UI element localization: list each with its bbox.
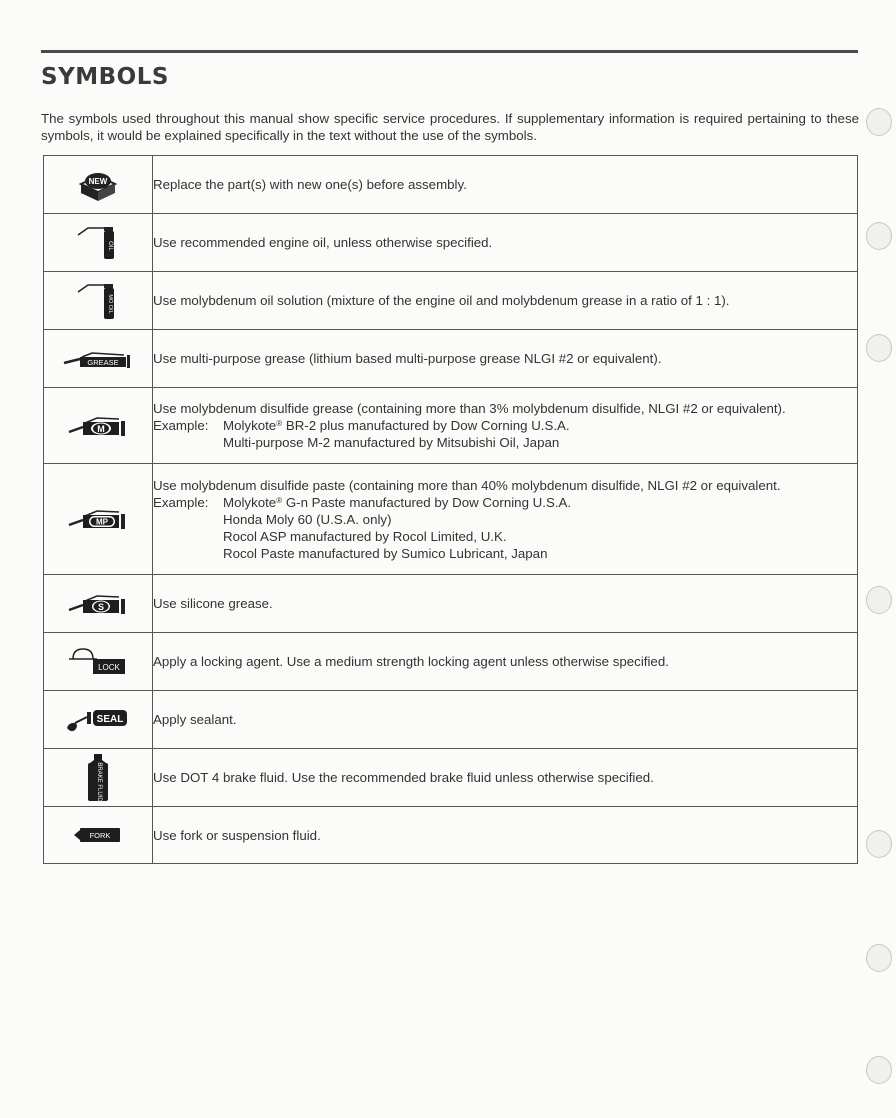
- description-text: Use multi-purpose grease (lithium based multi-purpose grease NLGI #2 or equivalent).: [153, 351, 662, 366]
- description-text: Replace the part(s) with new one(s) before assembly.: [153, 177, 467, 192]
- brake-fluid-icon: [83, 753, 113, 803]
- sealant-icon: [65, 706, 131, 734]
- binder-hole: [866, 944, 892, 972]
- binder-hole: [866, 586, 892, 614]
- badge-text: LOCK: [98, 662, 120, 672]
- fork-fluid-icon: [72, 825, 124, 845]
- table-row: [44, 214, 858, 272]
- new-parts-icon: [74, 168, 122, 202]
- icon-cell: [44, 575, 153, 633]
- badge-text: S: [97, 601, 105, 612]
- description-text: Use molybdenum disulfide paste (containing more than 40% molybdenum disulfide, NLGI #2 or equivalent.: [153, 477, 781, 493]
- binder-hole: [866, 334, 892, 362]
- badge-text: OIL: [107, 240, 113, 251]
- description-cell: [153, 807, 858, 864]
- description-text: Use DOT 4 brake fluid. Use the recommended brake fluid unless otherwise specified.: [153, 770, 654, 785]
- description-cell: [153, 214, 858, 272]
- badge-text: MP: [96, 517, 108, 527]
- locking-agent-icon: [67, 647, 129, 677]
- badge-text: MO OIL: [107, 293, 113, 314]
- example-line-text: Molykote® G-n Paste manufactured by Dow Corning U.S.A.: [223, 494, 572, 510]
- example-line: Honda Moly 60 (U.S.A. only): [223, 511, 392, 527]
- symbols-table: [43, 155, 858, 864]
- binder-hole: [866, 1056, 892, 1084]
- page-title: SYMBOLS: [41, 64, 169, 90]
- top-rule: [41, 50, 858, 53]
- description-cell: [153, 272, 858, 330]
- icon-cell: [44, 214, 153, 272]
- description-cell: [153, 575, 858, 633]
- intro-paragraph: The symbols used throughout this manual show specific service procedures. If supplementary information is required pertaining to these symbols, it would be explained specifically in the text without the use of the symbols.: [41, 111, 859, 143]
- badge-text: NEW: [88, 176, 108, 186]
- badge-text: SEAL: [96, 713, 124, 725]
- moly-paste-icon: [67, 506, 129, 532]
- description-text: Use molybdenum disulfide grease (containing more than 3% molybdenum disulfide, NLGI #2 or equivalent).: [153, 401, 786, 416]
- description-text: Apply a locking agent. Use a medium strength locking agent unless otherwise specified.: [153, 654, 669, 669]
- silicone-grease-icon: [67, 591, 129, 617]
- description-cell: [153, 691, 858, 749]
- example-line: Multi-purpose M-2 manufactured by Mitsubishi Oil, Japan: [223, 435, 560, 450]
- description-cell: [153, 633, 858, 691]
- example-label: Example:: [153, 494, 209, 510]
- description-text: Use recommended engine oil, unless otherwise specified.: [153, 235, 493, 250]
- icon-cell: [44, 330, 153, 388]
- description-text: Use fork or suspension fluid.: [153, 827, 321, 843]
- table-row: [44, 575, 858, 633]
- badge-text: FORK: [89, 831, 111, 840]
- table-row: [44, 330, 858, 388]
- example-line: [223, 494, 571, 511]
- description-cell: [153, 749, 858, 807]
- binder-hole: [866, 108, 892, 136]
- description-text: Use molybdenum oil solution (mixture of the engine oil and molybdenum grease in a ratio of 1 : 1).: [153, 293, 730, 308]
- example-line: [223, 417, 570, 434]
- table-row: [44, 388, 858, 464]
- table-row: [44, 807, 858, 864]
- table-row: [44, 156, 858, 214]
- example-line: Rocol ASP manufactured by Rocol Limited, U.K.: [223, 528, 507, 544]
- icon-cell: [44, 633, 153, 691]
- example-label: Example:: [153, 418, 209, 433]
- icon-cell: [44, 691, 153, 749]
- icon-cell: [44, 749, 153, 807]
- binder-hole: [866, 830, 892, 858]
- description-text: Use silicone grease.: [153, 596, 273, 611]
- example-line: Rocol Paste manufactured by Sumico Lubricant, Japan: [223, 545, 548, 561]
- table-row: [44, 749, 858, 807]
- moly-oil-icon: [74, 282, 122, 320]
- table-row: [44, 633, 858, 691]
- table-row: [44, 691, 858, 749]
- moly-grease-icon: [67, 413, 129, 439]
- badge-text: M: [97, 423, 105, 434]
- description-text: Apply sealant.: [153, 712, 237, 727]
- description-cell: [153, 156, 858, 214]
- table-row: [44, 272, 858, 330]
- description-cell: [153, 464, 858, 575]
- example-block: [153, 494, 857, 511]
- icon-cell: [44, 464, 153, 575]
- icon-cell: [44, 156, 153, 214]
- badge-text: BRAKE FLUID: [96, 761, 102, 802]
- description-cell: [153, 388, 858, 464]
- badge-text: GREASE: [87, 357, 119, 367]
- example-block: [153, 417, 857, 434]
- binder-holes: [858, 0, 896, 1118]
- description-cell: [153, 330, 858, 388]
- example-line-text: Molykote® BR-2 plus manufactured by Dow Corning U.S.A.: [223, 418, 570, 433]
- icon-cell: [44, 272, 153, 330]
- engine-oil-icon: [74, 225, 122, 261]
- binder-hole: [866, 222, 892, 250]
- icon-cell: [44, 807, 153, 864]
- icon-cell: [44, 388, 153, 464]
- table-row: [44, 464, 858, 575]
- grease-icon: [62, 348, 134, 370]
